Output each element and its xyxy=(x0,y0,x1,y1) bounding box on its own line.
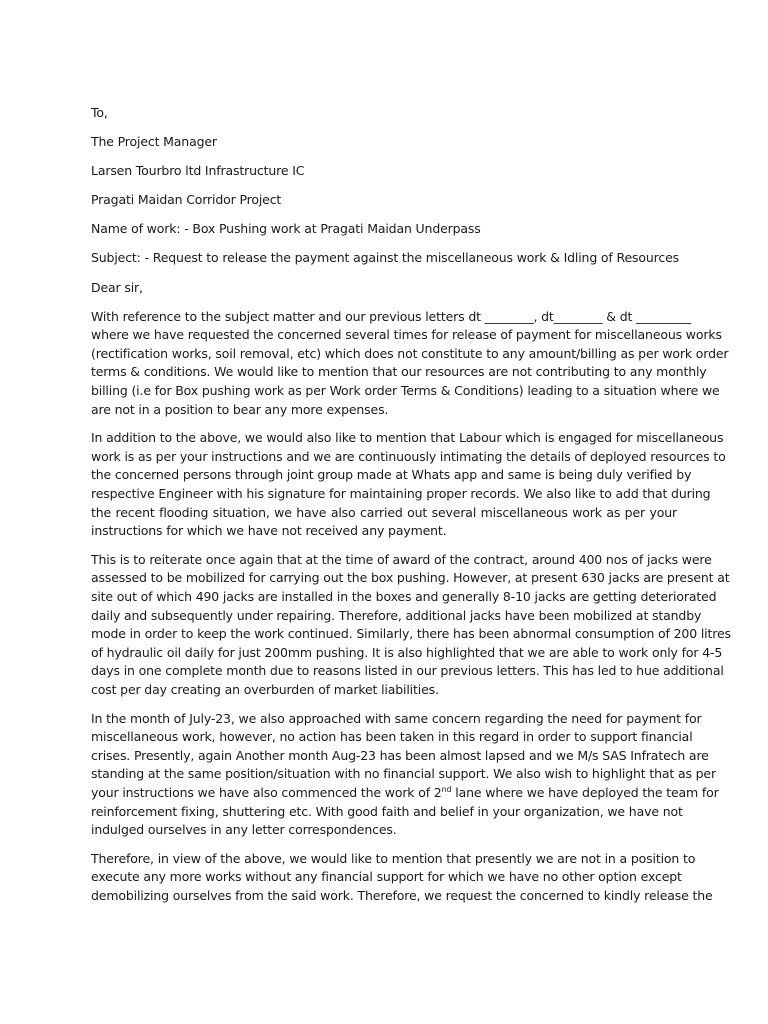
paragraph-line: execute any more works without any financial support for which we have no other option except xyxy=(91,869,682,885)
paragraph-1 xyxy=(91,308,729,420)
paragraph-line: days in one complete month due to reasons listed in our previous letters. This has led to hue additional xyxy=(91,663,724,679)
paragraph-line: are not in a position to bear any more expenses. xyxy=(91,401,389,417)
paragraph-line: the concerned persons through joint group made at Whats app and same is being duly verified by xyxy=(91,467,692,483)
subject-line: Subject: - Request to release the payment against the miscellaneous work & Idling of Resources xyxy=(91,250,679,266)
paragraph-line: terms & conditions. We would like to mention that our resources are not contributing to any monthly xyxy=(91,364,707,380)
paragraph-line: standing at the same position/situation with no financial support. We also wish to highlight that as per xyxy=(91,766,716,782)
paragraph-line: of hydraulic oil daily for just 200mm pushing. It is also highlighted that we are able to work only for 4-5 xyxy=(91,644,723,660)
paragraph-4 xyxy=(91,710,719,840)
paragraph-line: Therefore, in view of the above, we would like to mention that presently we are not in a position to xyxy=(91,850,696,866)
recipient-title: The Project Manager xyxy=(91,134,217,150)
paragraph-line: (rectification works, soil removal, etc) which does not constitute to any amount/billing as per work order xyxy=(91,345,729,361)
ordinal-superscript: nd xyxy=(441,784,452,794)
paragraph-line: cost per day creating an overburden of market liabilities. xyxy=(91,681,439,697)
paragraph-5 xyxy=(91,850,713,906)
recipient-project: Pragati Maidan Corridor Project xyxy=(91,192,282,208)
paragraph-line: indulged ourselves in any letter correspondences. xyxy=(91,822,397,838)
paragraph-3 xyxy=(91,551,731,700)
paragraph-line: demobilizing ourselves from the said work. Therefore, we request the concerned to kindly release the xyxy=(91,887,713,903)
line-segment: your instructions we have also commenced the work of 2 xyxy=(91,784,442,800)
line-segment: lane where we have deployed the team for xyxy=(451,784,719,800)
recipient-company: Larsen Tourbro ltd Infrastructure IC xyxy=(91,163,305,179)
paragraph-line: In the month of July-23, we also approached with same concern regarding the need for payment for xyxy=(91,710,702,726)
greeting: Dear sir, xyxy=(91,279,143,295)
letter-page xyxy=(91,104,731,915)
paragraph-line: reinforcement fixing, shuttering etc. With good faith and belief in your organization, we have not xyxy=(91,803,683,819)
paragraph-line: In addition to the above, we would also like to mention that Labour which is engaged for miscellaneous xyxy=(91,430,724,446)
paragraph-line: respective Engineer with his signature for maintaining proper records. We also like to add that during xyxy=(91,486,711,501)
paragraph-line: site out of which 490 jacks are installed in the boxes and generally 8-10 jacks are getting deteriorated xyxy=(91,588,717,604)
paragraph-line: crises. Presently, again Another month Aug-23 has been almost lapsed and we M/s SAS Infratech are xyxy=(91,747,709,763)
paragraph-line: work is as per your instructions and we are continuously intimating the details of deployed resources to xyxy=(91,448,726,464)
paragraph-line: miscellaneous work, however, no action has been taken in this regard in order to support financial xyxy=(91,729,693,745)
paragraph-line: This is to reiterate once again that at the time of award of the contract, around 400 nos of jacks were xyxy=(91,551,712,567)
paragraph-line: mode in order to keep the work continued. Similarly, there has been abnormal consumption of 200 litres xyxy=(91,626,731,642)
paragraph-line: assessed to be mobilized for carrying out the box pushing. However, at present 630 jacks are present at xyxy=(91,570,730,586)
paragraph-line: instructions for which we have not received any payment. xyxy=(91,523,447,539)
paragraph-line: the recent flooding situation, we have also carried out several miscellaneous work as per your xyxy=(91,504,677,520)
name-of-work: Name of work: - Box Pushing work at Pragati Maidan Underpass xyxy=(91,221,481,237)
paragraph-line-with-superscript xyxy=(91,784,719,803)
paragraph-line: where we have requested the concerned several times for release of payment for miscellaneous works xyxy=(91,327,722,343)
paragraph-line: billing (i.e for Box pushing work as per Work order Terms & Conditions) leading to a situation where we xyxy=(91,383,720,399)
paragraph-line: daily and subsequently under repairing. Therefore, additional jacks have been mobilized at standby xyxy=(91,607,702,623)
paragraph-line: With reference to the subject matter and our previous letters dt ________, dt________ & dt _________ xyxy=(91,308,691,324)
paragraph-2 xyxy=(91,429,726,541)
salutation-to: To, xyxy=(91,105,108,120)
